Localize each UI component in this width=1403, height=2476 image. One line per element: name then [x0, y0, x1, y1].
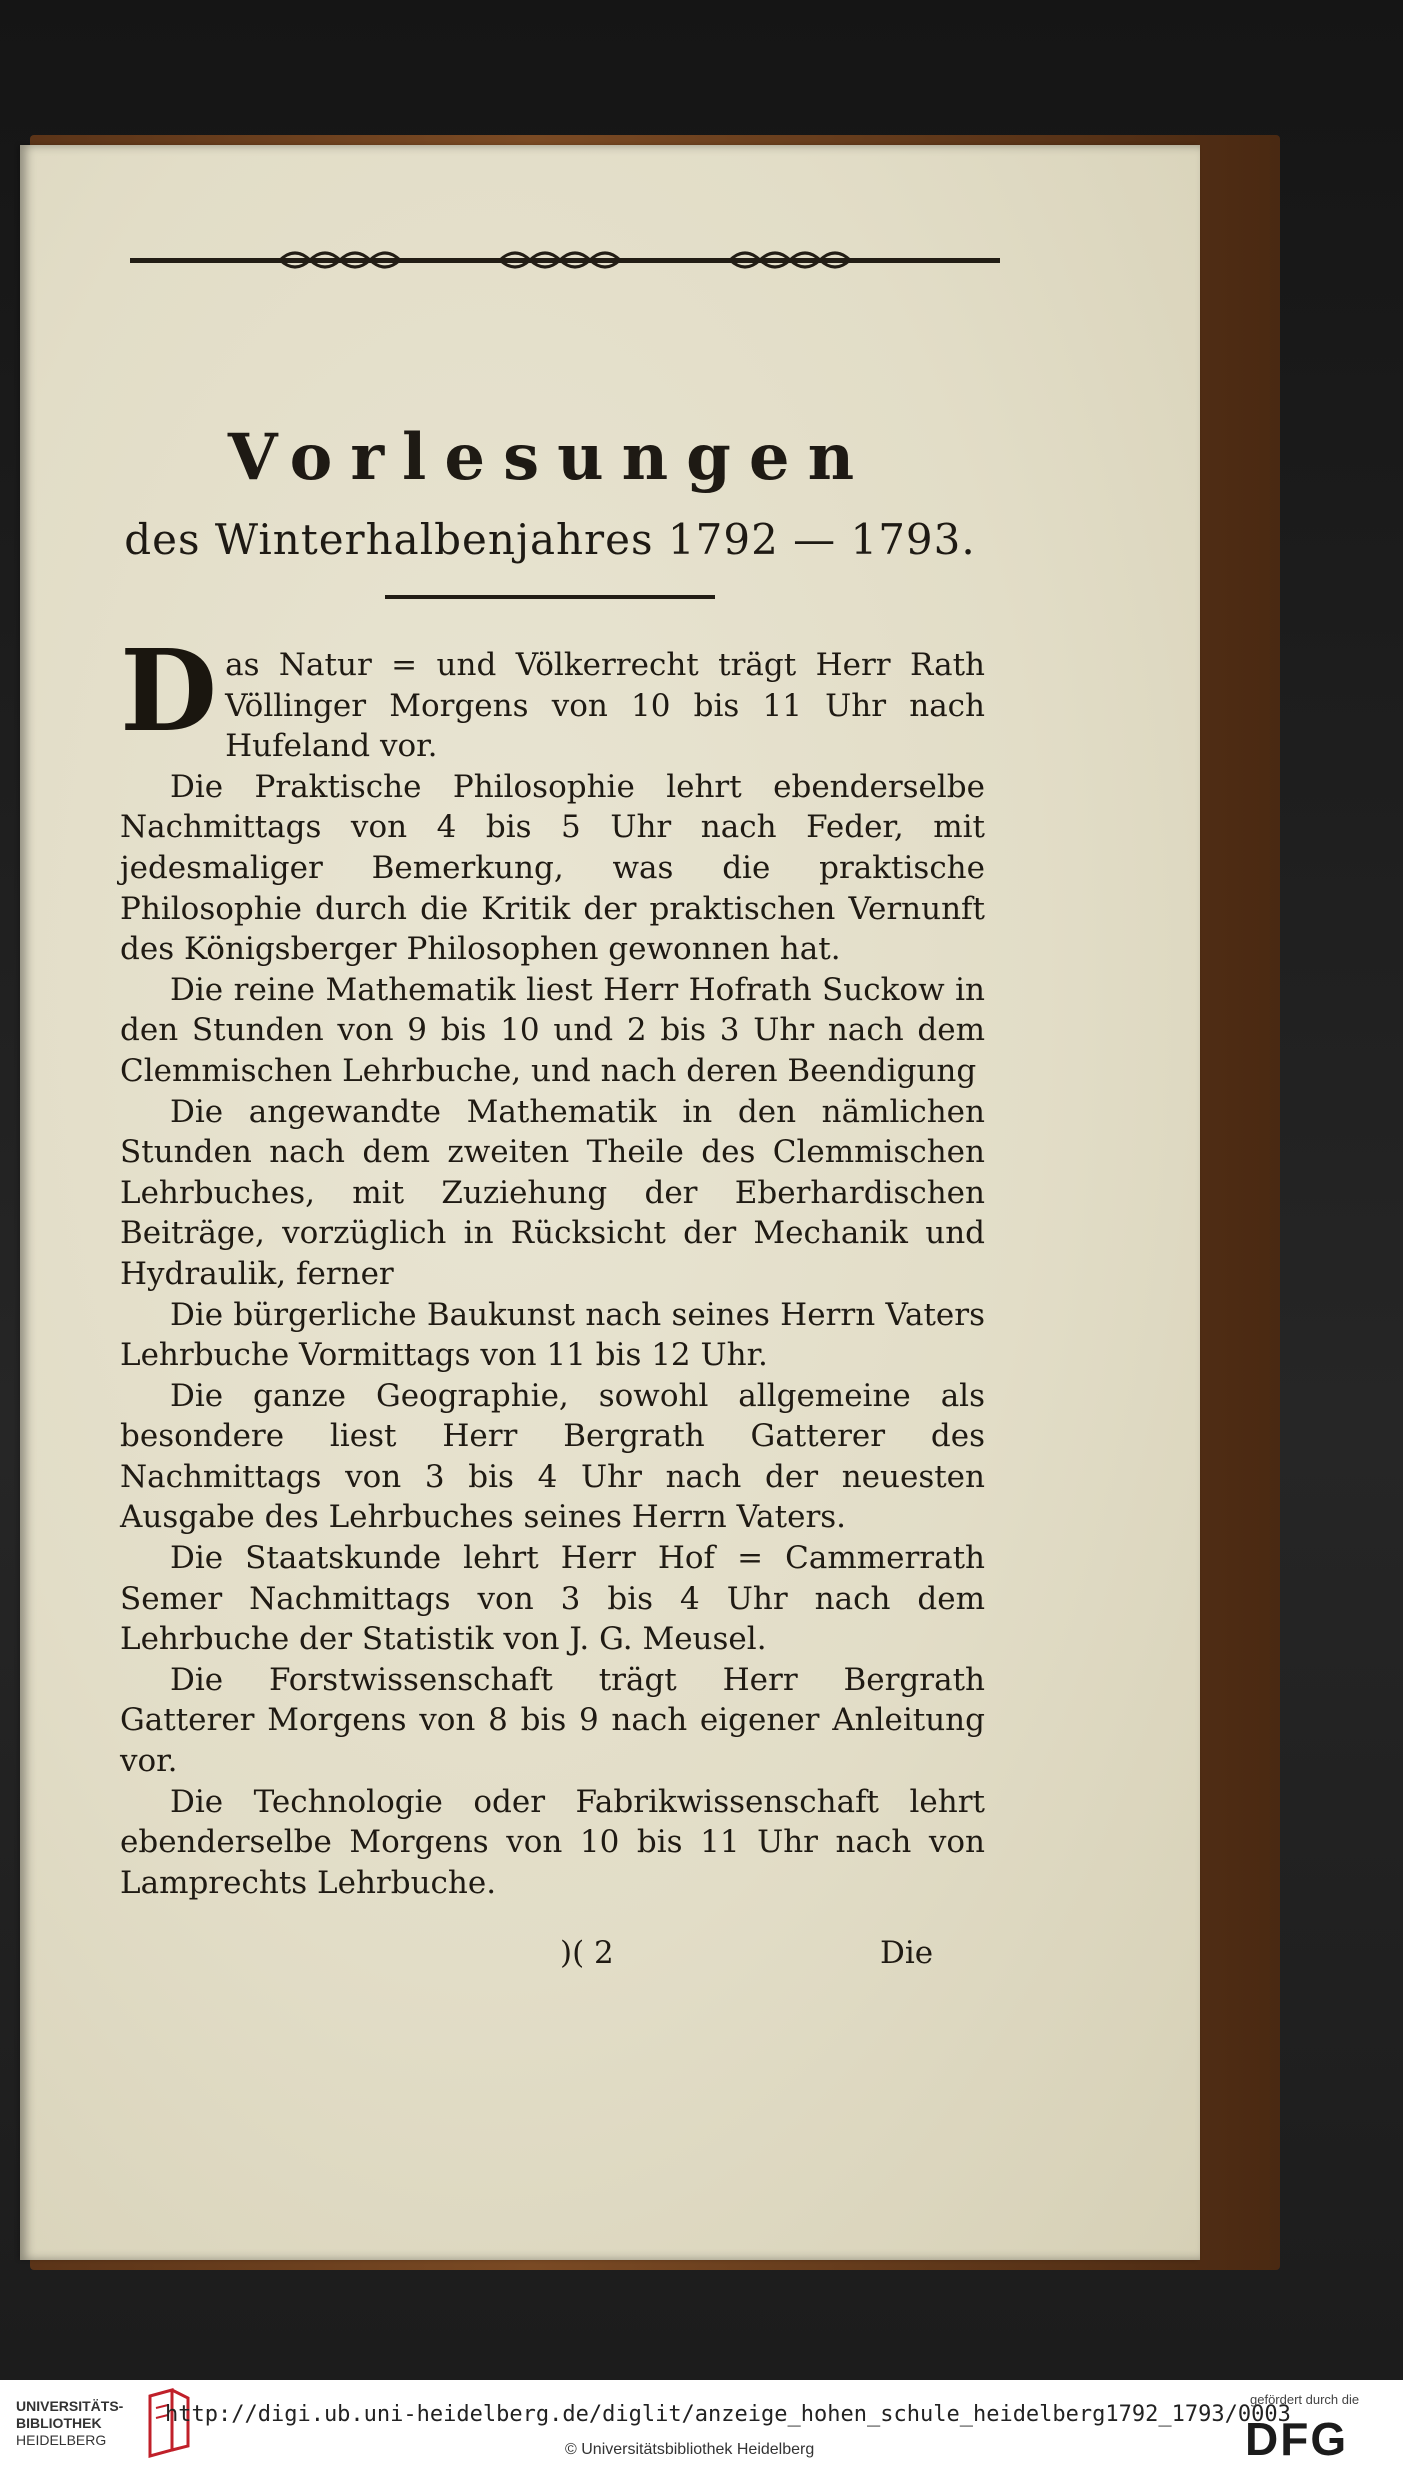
catchword: Die	[880, 1935, 934, 1971]
paragraph-staatskunde: Die Staatskunde lehrt Herr Hof = Cammerrath Semer Nachmittags von 3 bis 4 Uhr nach dem Lehrbuche der Statistik von J. G. Meusel.	[120, 1540, 985, 1658]
library-logo-text: UNIVERSITÄTS- BIBLIOTHEK HEIDELBERG	[16, 2398, 124, 2448]
paragraph-baukunst: Die bürgerliche Baukunst nach seines Herrn Vaters Lehrbuche Vormittags von 11 bis 12 Uhr.	[120, 1296, 985, 1374]
paragraph-praktische-philosophie: Die Praktische Philosophie lehrt ebenderselbe Nachmittags von 4 bis 5 Uhr nach Feder, mit jedesmaliger Bemerkung, was die praktische Philosophie durch die Kritik der praktischen Vernunft des Königsberger Philosophen gewonnen hat.	[120, 768, 985, 968]
paragraph-angewandte-mathematik: Die angewandte Mathematik in den nämlichen Stunden nach dem zweiten Theile des Clemmischen Lehrbuches, mit Zuziehung der Eberhardischen Beiträge, vorzüglich in Rücksicht der Mechanik und Hydraulik, ferner	[120, 1093, 985, 1292]
copyright-notice: © Universitätsbibliothek Heidelberg	[565, 2441, 815, 2458]
page-subtitle: des Winterhalbenjahres 1792 — 1793.	[124, 515, 976, 564]
funding-label: gefördert durch die	[1250, 2392, 1360, 2407]
source-url-link[interactable]: http://digi.ub.uni-heidelberg.de/diglit/anzeige_hohen_schule_heidelberg1792_1793/0003	[165, 2402, 1291, 2427]
paragraph-natur-recht: Das Natur = und Völkerrecht trägt Herr Rath Völlinger Morgens von 10 bis 11 Uhr nach Hufeland vor.	[120, 626, 985, 765]
ornamental-rule	[130, 245, 1000, 275]
paragraph-geographie: Die ganze Geographie, sowohl allgemeine als besondere liest Herr Bergrath Gatterer des Nachmittags von 3 bis 4 Uhr nach der neuesten Ausgabe des Lehrbuches seines Herrn Vaters.	[120, 1377, 985, 1536]
paragraph-technologie: Die Technologie oder Fabrikwissenschaft lehrt ebenderselbe Morgens von 10 bis 11 Uhr nach von Lamprechts Lehrbuche.	[120, 1783, 985, 1901]
dfg-logo[interactable]: DFG	[1245, 2413, 1349, 2465]
title-divider	[385, 595, 715, 599]
paragraph-reine-mathematik: Die reine Mathematik liest Herr Hofrath Suckow in den Stunden von 9 bis 10 und 2 bis 3 Uhr nach dem Clemmischen Lehrbuche, und nach deren Beendigung	[120, 971, 985, 1089]
paragraph-forstwissenschaft: Die Forstwissenschaft trägt Herr Bergrath Gatterer Morgens von 8 bis 9 nach eigener Anleitung vor.	[120, 1661, 985, 1780]
page-title: Vorlesungen	[227, 420, 873, 495]
text-body	[120, 626, 985, 1903]
footer-bar	[0, 2380, 1403, 2476]
drop-cap: D	[120, 626, 218, 757]
signature-mark: )( 2	[560, 1935, 614, 1971]
